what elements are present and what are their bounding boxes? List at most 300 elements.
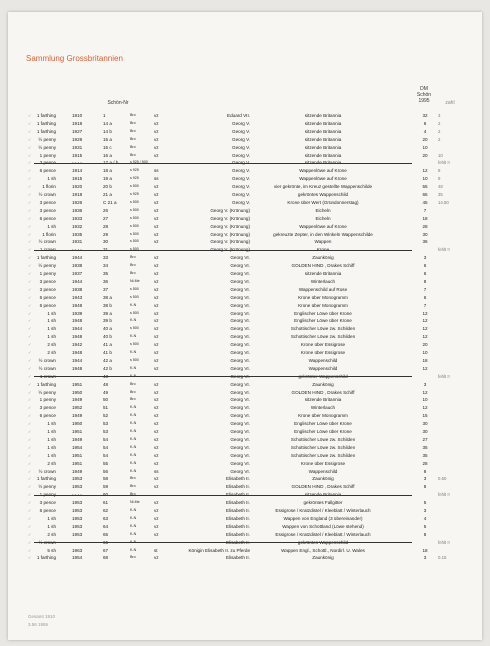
cell-metal: K-N	[130, 547, 137, 552]
cell-price: 36	[422, 239, 428, 245]
cell-metal: s 925 / 500	[130, 160, 148, 165]
cell-denomination: ½ penny	[38, 484, 56, 490]
cell-metal: s 500	[130, 184, 139, 189]
cell-motif: Wappenlöwe auf Krone	[299, 168, 347, 174]
cell-year: 1926	[72, 199, 83, 205]
cell-metal: s 500	[130, 294, 139, 299]
cell-price: 6	[423, 120, 427, 126]
cell-year: 1944	[72, 326, 83, 332]
cell-price: 55	[422, 184, 428, 190]
cell-grade: vz	[154, 429, 159, 434]
cell-handwritten-note: 0.50	[438, 476, 447, 482]
cell-grade: vz	[154, 365, 159, 371]
check-mark-icon: ✓	[28, 460, 32, 466]
cell-motif: gekröntes Wappenschild	[297, 539, 349, 545]
cell-motif: Wappen von Schottland (Löwe stehend)	[282, 523, 364, 529]
cell-grade: vz	[154, 271, 159, 276]
cell-ruler: Georg V.	[232, 128, 250, 134]
cell-motif: gekreuzte Zepter, in den Winkeln Wappenschilde	[273, 231, 373, 237]
cell-schoen-nr: 62	[103, 508, 109, 513]
cell-metal: K-N	[130, 539, 137, 544]
cell-motif: Wappen von England (3 übereinander)	[283, 515, 363, 521]
cell-year: 1927	[72, 128, 83, 134]
dm-header: DM Schön 1995	[416, 86, 432, 104]
cell-grade: vz	[154, 500, 159, 506]
cell-ruler: Georg VI.	[230, 334, 250, 340]
cell-metal: s 500	[130, 326, 139, 331]
cell-schoen-nr: 37	[103, 286, 109, 292]
check-mark-icon: ✓	[28, 555, 32, 561]
check-mark-icon: ✓	[28, 326, 32, 332]
table-row	[8, 302, 482, 309]
table-row	[8, 286, 482, 293]
cell-grade: vz	[154, 207, 159, 213]
cell-price: 20	[422, 342, 428, 348]
cell-price: 28	[422, 460, 428, 466]
cell-ruler: Georg V. (Krönung)	[210, 231, 250, 237]
cell-grade: vz	[154, 421, 159, 427]
cell-handwritten-note: 9	[438, 176, 441, 182]
cell-year: 1939	[72, 310, 83, 316]
cell-denomination: 1 sh	[47, 326, 56, 332]
table-row	[8, 420, 482, 427]
cell-ruler: Georg VI.	[230, 421, 250, 427]
cell-motif: Wappenschild	[308, 365, 338, 371]
cell-grade: vz	[154, 444, 159, 450]
cell-denomination: 6 pence	[39, 168, 56, 174]
check-mark-icon: ✓	[28, 492, 32, 498]
cell-motif: sitzende Britannia	[304, 113, 342, 118]
cell-schoen-nr: 15 c	[103, 144, 112, 150]
check-mark-icon: ✓	[28, 547, 32, 553]
table-row	[8, 159, 482, 166]
check-mark-icon: ✓	[28, 144, 32, 150]
cell-motif: Krone	[316, 247, 330, 253]
cell-denomination: ½ penny	[38, 263, 56, 269]
check-mark-icon: ✓	[28, 207, 32, 213]
cell-metal: s 500	[130, 207, 139, 212]
cell-denomination: 1 sh	[47, 310, 56, 316]
cell-handwritten-note: 3	[438, 113, 441, 118]
cell-metal: Bro	[130, 136, 136, 141]
cell-price: 10	[422, 397, 428, 403]
cell-year: 1951	[72, 460, 83, 466]
table-row	[8, 515, 482, 522]
cell-price: 4	[423, 128, 427, 134]
check-mark-icon: ✓	[28, 342, 32, 348]
cell-ruler: Georg V. (Krönung)	[210, 207, 250, 213]
cell-denomination: 3 pence	[39, 278, 56, 284]
check-mark-icon: ✓	[28, 168, 32, 174]
cell-grade: ss	[154, 176, 159, 182]
check-mark-icon: ✓	[28, 508, 32, 513]
cell-motif: Wappen	[314, 239, 332, 245]
cell-year: 1953	[72, 484, 83, 490]
cell-year: 1931	[72, 239, 83, 245]
cell-grade: vz	[154, 152, 159, 158]
check-mark-icon: ✓	[28, 120, 32, 126]
cell-schoen-nr: 65	[103, 531, 109, 537]
check-mark-icon: ✓	[28, 286, 32, 292]
cell-grade: vz	[154, 192, 159, 197]
cell-denomination: 1 penny	[39, 152, 56, 158]
cell-metal: Bro	[130, 484, 136, 489]
cell-motif: Krone über Wert (Gründonnerstag)	[287, 199, 359, 205]
cell-metal: s 500	[130, 357, 139, 362]
cell-grade: vz	[154, 294, 159, 300]
cell-schoen-nr: 54	[103, 436, 109, 442]
cell-motif: Englischer Löwe über Krone	[294, 318, 352, 324]
table-row	[8, 452, 482, 459]
cell-denomination: 1 sh	[47, 318, 56, 324]
cell-handwritten-note: fehlt !!	[438, 160, 450, 166]
cell-schoen-nr: 55	[103, 460, 109, 466]
cell-handwritten-note: 8	[438, 168, 441, 174]
cell-grade: vz	[154, 184, 159, 190]
cell-handwritten-note: 14.50	[438, 199, 449, 205]
cell-ruler: Georg VI.	[230, 444, 250, 450]
cell-year: 1953	[72, 523, 83, 529]
cell-grade: vz	[154, 302, 159, 308]
check-mark-icon: ✓	[28, 357, 32, 363]
cell-metal: s 500	[130, 199, 139, 204]
check-mark-icon: ✓	[28, 405, 32, 411]
cell-year: 1936	[72, 207, 83, 213]
cell-ruler: Elisabeth II.	[225, 476, 250, 482]
cell-grade: vz	[154, 357, 159, 363]
cell-denomination: 1 sh	[47, 334, 56, 340]
table-row	[8, 278, 482, 285]
cell-ruler: Georg V. (Krönung)	[210, 223, 250, 229]
cell-schoen-nr: 21 a	[103, 192, 112, 197]
cell-grade: vz	[154, 278, 159, 284]
cell-denomination: 1 florin	[42, 184, 56, 190]
cell-handwritten-note: 35	[438, 192, 443, 197]
cell-denomination: 1 sh	[47, 523, 56, 529]
cell-grade: vz	[154, 452, 159, 458]
cell-metal: Bro	[130, 476, 136, 481]
table-row	[8, 444, 482, 451]
cell-price: 3	[423, 508, 427, 513]
cell-metal: Bro	[130, 397, 136, 402]
cell-year: 1949	[72, 468, 83, 474]
cell-schoen-nr: 17 a / b	[103, 160, 119, 166]
cell-price: 10	[422, 144, 428, 150]
cell-schoen-nr: 31	[103, 247, 109, 253]
cell-year: 1951	[72, 429, 83, 434]
cell-schoen-nr: 27	[103, 215, 109, 221]
cell-ruler: Georg VI.	[230, 278, 250, 284]
cell-schoen-nr: 38 b	[103, 302, 112, 308]
cell-handwritten-note: fehlt !!	[438, 492, 450, 498]
cell-denomination: 1 sh	[47, 223, 56, 229]
cell-denomination: 1 sh	[47, 429, 56, 434]
cell-year: 1953	[72, 531, 83, 537]
cell-handwritten-note: fehlt !!	[438, 247, 450, 253]
cell-handwritten-note: fehlt !!	[438, 373, 450, 379]
table-row	[8, 412, 482, 419]
cell-grade: vz	[154, 334, 159, 340]
cell-denomination: ½ crown	[38, 539, 56, 545]
cell-schoen-nr: 28	[103, 223, 109, 229]
check-mark-icon: ✓	[28, 263, 32, 269]
cell-metal: Bro	[130, 389, 136, 394]
cell-schoen-nr: 50	[103, 397, 109, 403]
cell-denomination: 1 penny	[39, 492, 56, 498]
cell-metal: s 500	[130, 223, 139, 228]
cell-denomination: 5 sh	[47, 547, 56, 553]
cell-schoen-nr: 54	[103, 452, 109, 458]
cell-motif: Essigrose / Kratzdistel / Kleeblatt / Winterlauch	[275, 531, 371, 537]
cell-grade: vz	[154, 389, 159, 395]
cell-denomination: 1 sh	[47, 515, 56, 521]
check-mark-icon: ✓	[28, 231, 32, 237]
cell-ruler: Georg VI.	[230, 405, 250, 411]
check-mark-icon: ✓	[28, 539, 32, 545]
cell-schoen-nr: 53	[103, 421, 109, 427]
check-mark-icon: ✓	[28, 365, 32, 371]
cell-price: 15	[422, 413, 428, 419]
cell-metal: K-N	[130, 444, 137, 449]
cell-ruler: Elisabeth II.	[225, 531, 250, 537]
cell-metal: K-N	[130, 523, 137, 528]
cell-ruler: Georg V.	[232, 168, 250, 174]
cell-schoen-nr: 33	[103, 255, 109, 261]
cell-year: 1948	[72, 350, 83, 355]
cell-price: 12	[422, 389, 428, 395]
check-mark-icon: ✓	[28, 397, 32, 403]
cell-year: - - - -	[72, 160, 82, 166]
cell-metal: K-N	[130, 365, 137, 370]
cell-metal: s 500	[130, 239, 139, 244]
cell-schoen-nr: 39 b	[103, 318, 112, 324]
cell-metal: s 500	[130, 215, 139, 220]
cell-ruler: Georg VI.	[230, 452, 250, 458]
cell-ruler: Georg VI.	[230, 357, 250, 363]
cell-motif: sitzende Britannia	[304, 397, 342, 403]
check-mark-icon: ✓	[28, 271, 32, 276]
table-row	[8, 436, 482, 443]
cell-schoen-nr: 63	[103, 515, 109, 521]
check-mark-icon: ✓	[28, 531, 32, 537]
cell-year: 1963	[72, 547, 83, 553]
cell-grade: vz	[154, 199, 159, 205]
cell-denomination: 3 pence	[39, 500, 56, 506]
cell-denomination: 1 sh	[47, 436, 56, 442]
cell-grade: vz	[154, 144, 159, 150]
cell-motif: Schottischer Löwe zw. Schilden	[290, 444, 356, 450]
table-row	[8, 523, 482, 530]
table-row	[8, 325, 482, 332]
cell-price: 12	[422, 334, 428, 340]
cell-schoen-nr: 34	[103, 263, 109, 269]
check-mark-icon: ✓	[28, 500, 32, 506]
cell-grade: ss	[154, 168, 159, 174]
cell-metal: K-N	[130, 429, 137, 433]
cell-schoen-nr: 54	[103, 444, 109, 450]
table-row	[8, 428, 482, 435]
cell-ruler: Georg VI.	[230, 286, 250, 292]
cell-ruler: Elisabeth II.	[225, 492, 250, 498]
cell-year: 1943	[72, 294, 83, 300]
cell-year: 1954	[72, 555, 83, 561]
cell-schoen-nr: 40 b	[103, 334, 112, 340]
cell-denomination: 1 farthing	[36, 113, 56, 118]
cell-year: 1931	[72, 144, 83, 150]
table-row	[8, 136, 482, 143]
cell-price: 3	[423, 381, 427, 387]
cell-motif: Wappenlöwe auf Krone	[299, 223, 347, 229]
cell-denomination: 2 sh	[47, 350, 56, 355]
table-row	[8, 152, 482, 159]
cell-motif: Zaunkönig	[312, 255, 334, 261]
cell-schoen-nr: 51	[103, 405, 109, 411]
cell-motif: Krone über Monogramm	[298, 302, 348, 308]
cell-denomination: 1 sh	[47, 421, 56, 427]
table-row	[8, 207, 482, 214]
cell-year: 1950	[72, 389, 83, 395]
cell-ruler: Georg VI.	[230, 294, 250, 300]
cell-denomination: 3 pence	[39, 199, 56, 205]
cell-metal: s 500	[130, 247, 139, 252]
cell-price: 10	[422, 176, 428, 182]
cell-price: 4	[423, 515, 427, 521]
cell-price: 5	[423, 500, 427, 506]
cell-price: 12	[422, 168, 428, 174]
cell-grade: vz	[154, 113, 159, 118]
cell-motif: Zaunkönig	[312, 555, 334, 561]
cell-metal: s 500	[130, 310, 139, 315]
cell-denomination: 3 pence	[39, 207, 56, 213]
cell-price: 18	[422, 215, 428, 221]
cell-ruler: Georg V.	[232, 120, 250, 126]
cell-metal: s 925	[130, 192, 139, 196]
table-row	[8, 317, 482, 324]
cell-metal: K-N	[130, 468, 137, 473]
cell-ruler: Elisabeth II.	[225, 515, 250, 521]
cell-grade: vz	[154, 318, 159, 324]
cell-year: 1944	[72, 278, 83, 284]
cell-metal: K-N	[130, 373, 137, 378]
cell-schoen-nr: 1	[103, 113, 106, 118]
table-row	[8, 499, 482, 506]
cell-price: 7	[423, 286, 427, 292]
check-mark-icon: ✓	[28, 413, 32, 419]
cell-ruler: Georg VI.	[230, 263, 250, 269]
cell-motif: Krone über Monogramm	[298, 294, 348, 300]
cell-denomination: ½ crown	[38, 239, 56, 245]
cell-denomination: ½ penny	[38, 136, 56, 142]
cell-grade: vz	[154, 460, 159, 466]
cell-motif: Englischer Löwe über Krone	[294, 429, 352, 434]
cell-motif: Schottischer Löwe zw. Schilden	[290, 326, 356, 332]
cell-grade: ss	[154, 468, 159, 474]
footer-note-1: Gesamt 1910	[28, 614, 56, 619]
check-mark-icon: ✓	[28, 484, 32, 490]
table-row	[8, 175, 482, 182]
cell-motif: Zaunkönig	[312, 381, 334, 387]
cell-year: 1948	[72, 302, 83, 308]
table-row	[8, 270, 482, 277]
cell-price: 35	[422, 444, 428, 450]
cell-year: 1915	[72, 152, 83, 158]
cell-denomination: 2 sh	[47, 460, 56, 466]
cell-price: 8	[423, 531, 427, 537]
table-row	[8, 231, 482, 238]
table-row	[8, 262, 482, 269]
cell-metal: Ni-Me	[130, 278, 140, 283]
cell-ruler: Georg VI.	[230, 318, 250, 324]
cell-metal: Bro	[130, 263, 136, 268]
cell-ruler: Georg VI.	[230, 389, 250, 395]
cell-schoen-nr: 64	[103, 523, 109, 529]
table-row	[8, 167, 482, 174]
cell-price: 6	[423, 271, 427, 276]
cell-ruler: Georg V.	[232, 184, 250, 190]
cell-year: 1938	[72, 286, 83, 292]
cell-price: 12	[422, 318, 428, 324]
cell-motif: Wappenlöwe auf Krone	[299, 176, 347, 182]
cell-denomination: ½ crown	[38, 468, 56, 474]
cell-schoen-nr: C 21 a	[103, 199, 117, 205]
cell-price: 28	[422, 223, 428, 229]
cell-year: 1920	[72, 184, 83, 190]
cell-motif: gekröntes Fallgitter	[303, 500, 343, 506]
cell-ruler: Georg V.	[232, 199, 250, 205]
cell-motif: Schottischer Löwe zw. Schilden	[290, 436, 356, 442]
check-mark-icon: ✓	[28, 215, 32, 221]
cell-ruler: Elisabeth II.	[225, 523, 250, 529]
cell-metal: Bro	[130, 381, 136, 386]
cell-schoen-nr: 26	[103, 207, 109, 213]
table-row	[8, 246, 482, 253]
cell-denomination: 1 crown	[39, 373, 56, 379]
cell-ruler: Georg V. (Krönung)	[210, 247, 250, 253]
cell-schoen-nr: 66	[103, 539, 109, 545]
cell-schoen-nr: 29	[103, 231, 109, 237]
cell-ruler: Georg V. (Krönung)	[210, 239, 250, 245]
cell-metal: K-N	[130, 515, 137, 520]
cell-ruler: Elisabeth II.	[225, 484, 250, 490]
cell-schoen-nr: 41 a	[103, 342, 112, 348]
table-row	[8, 483, 482, 490]
cell-motif: sitzende Britannia	[304, 271, 342, 276]
check-mark-icon: ✓	[28, 476, 32, 482]
cell-year: 1914	[72, 168, 83, 174]
table-row	[8, 223, 482, 230]
cell-price: 3	[423, 555, 427, 561]
cell-schoen-nr: 30	[103, 239, 109, 245]
cell-grade: vz	[154, 350, 159, 355]
cell-denomination: 1 farthing	[36, 128, 56, 134]
cell-schoen-nr: 18 a	[103, 168, 112, 174]
table-row	[8, 531, 482, 538]
check-mark-icon: ✓	[28, 421, 32, 427]
cell-year: 1933	[72, 215, 83, 221]
cell-price: 6	[423, 263, 427, 269]
cell-ruler: Georg VI.	[230, 397, 250, 403]
cell-grade: vz	[154, 405, 159, 411]
cell-year: 1951	[72, 381, 83, 387]
cell-metal: K-N	[130, 318, 137, 323]
cell-grade: vz	[154, 326, 159, 332]
table-row	[8, 183, 482, 190]
cell-price: 12	[422, 365, 428, 371]
cell-ruler: Georg V. (Krönung)	[210, 215, 250, 221]
cell-metal: Bro	[130, 152, 136, 157]
cell-price: 8	[423, 278, 427, 284]
table-row	[8, 112, 482, 119]
